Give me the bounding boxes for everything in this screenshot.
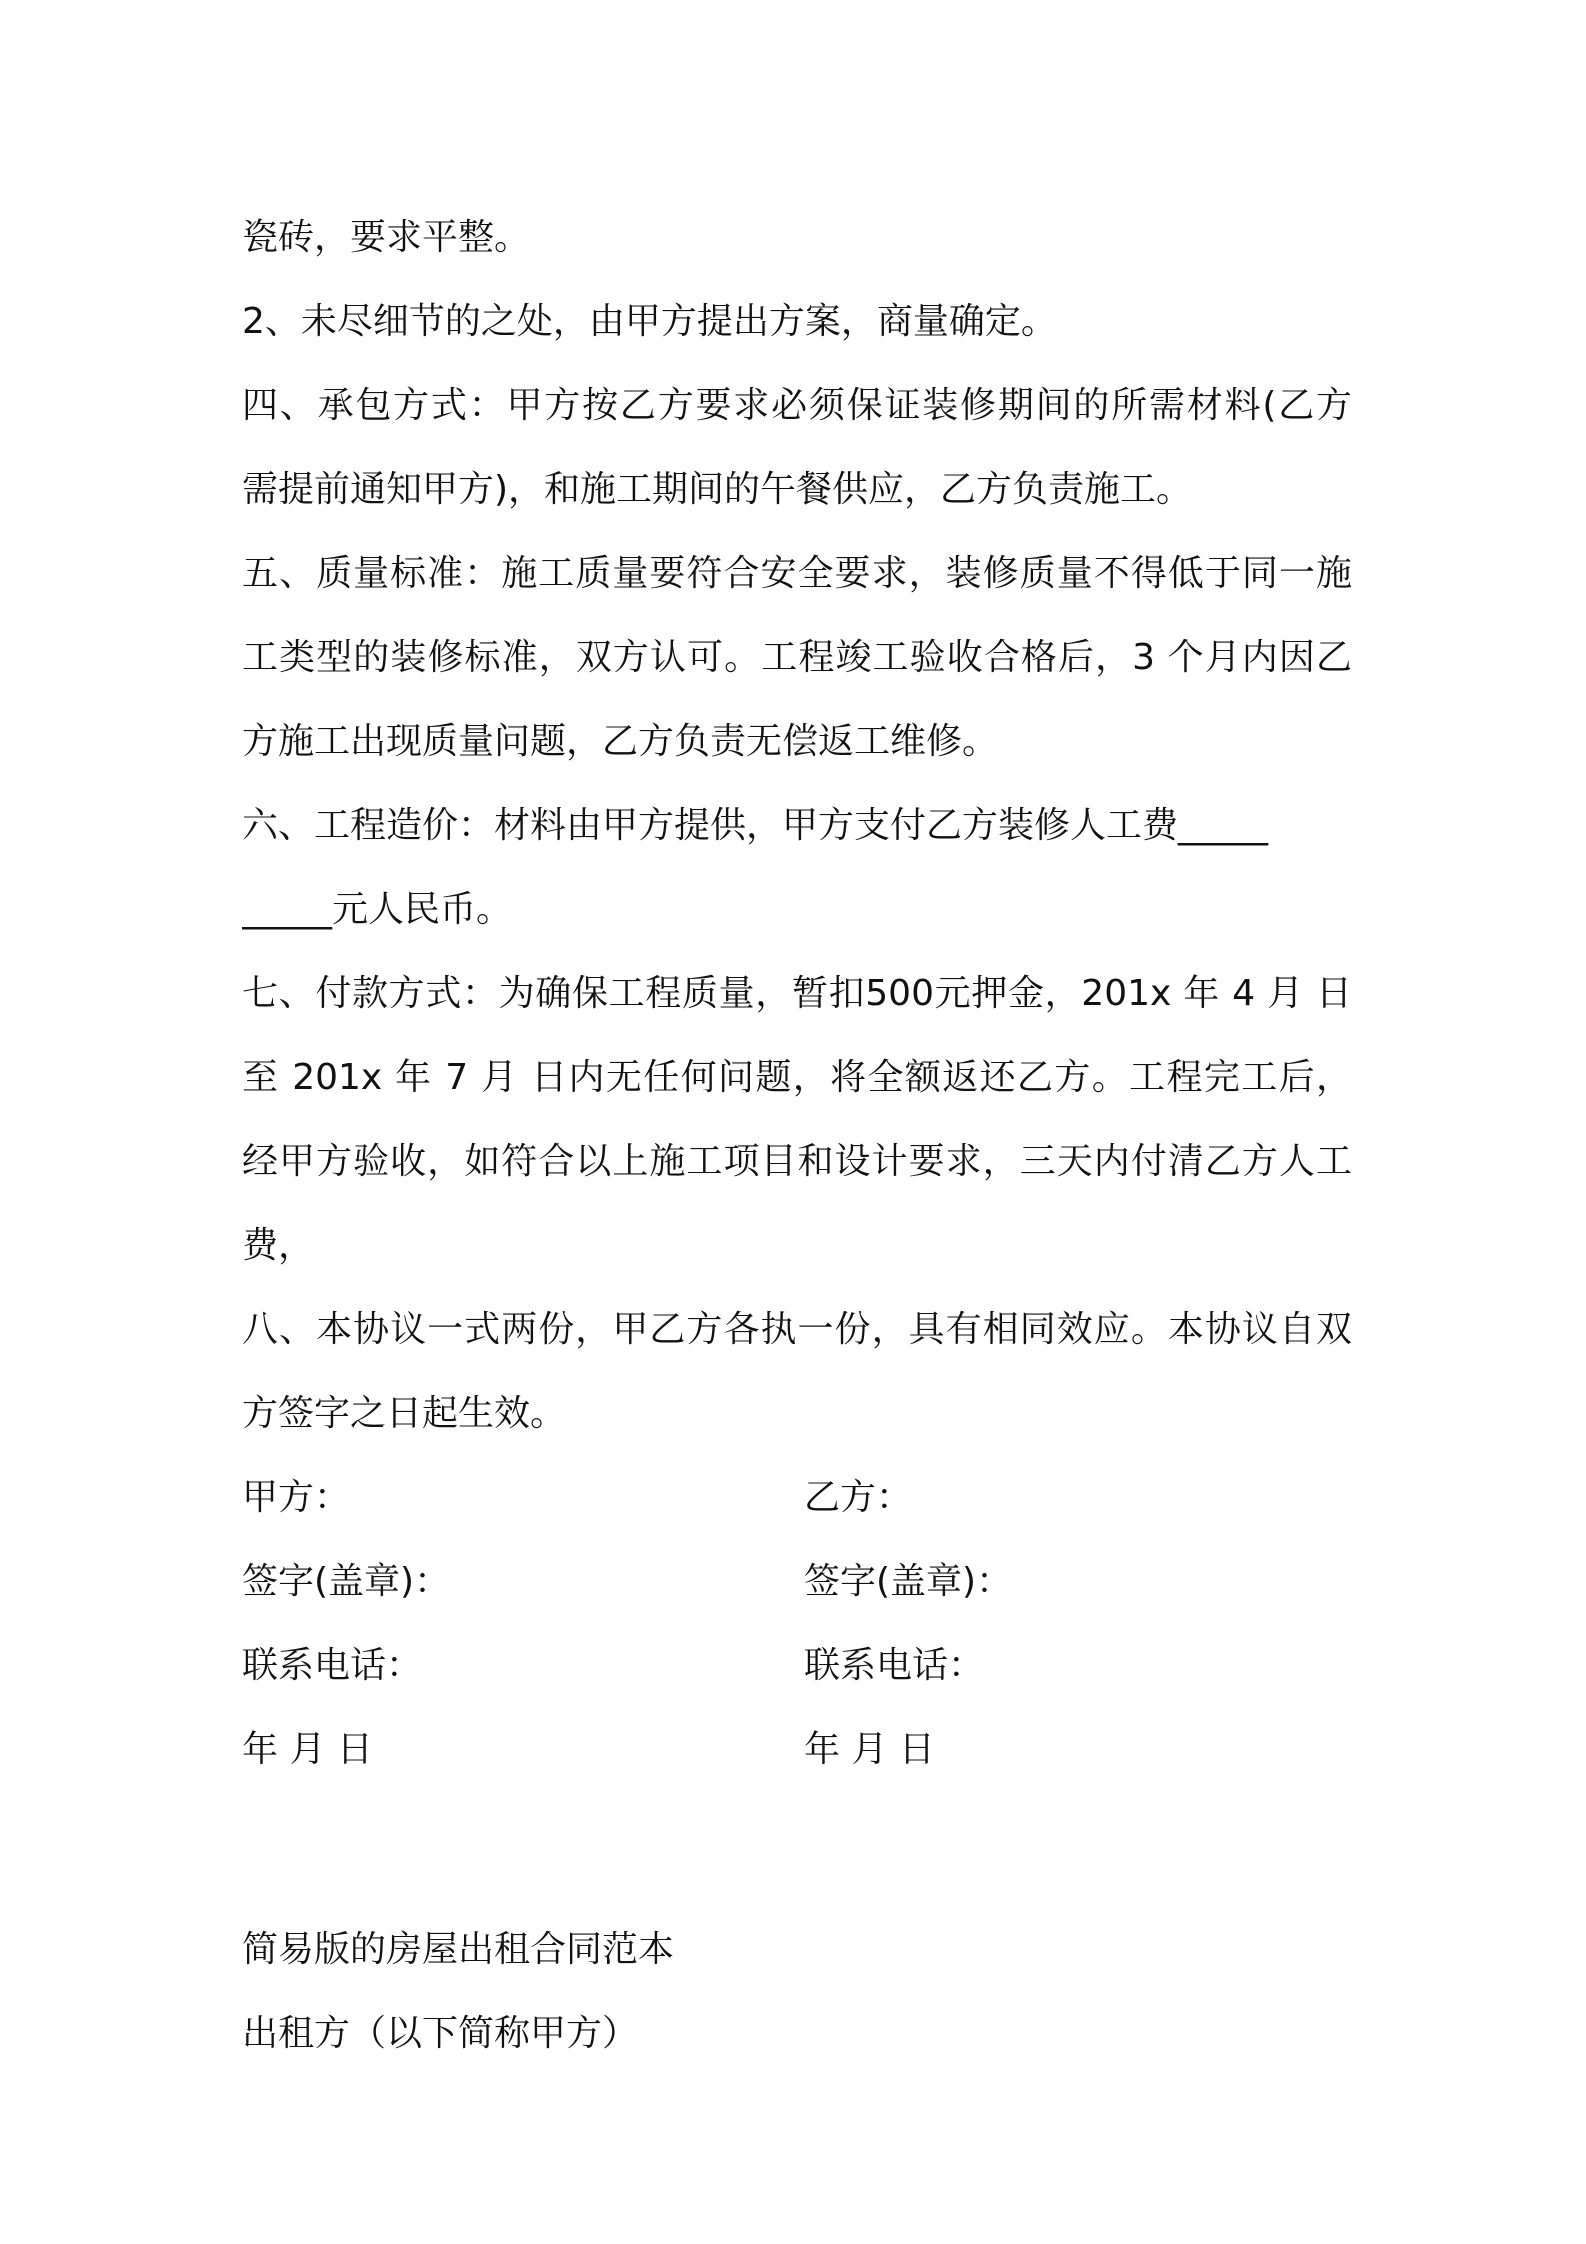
next-section-title: 简易版的房屋出租合同范本 <box>242 1929 675 1970</box>
paragraph-line: 方签字之日起生效。 <box>242 1393 567 1434</box>
party-b-label: 乙方： <box>804 1477 913 1518</box>
party-a-date: 年 月 日 <box>242 1729 373 1770</box>
paragraph-line: 经甲方验收，如符合以上施工项目和设计要求，三天内付清乙方人工 <box>242 1141 1352 1182</box>
party-b-signature: 签字(盖章)： <box>804 1561 1013 1602</box>
next-section-line: 出租方（以下简称甲方） <box>242 2013 639 2054</box>
party-a-phone: 联系电话： <box>242 1645 423 1686</box>
paragraph-line: 2、未尽细节的之处，由甲方提出方案，商量确定。 <box>242 301 1057 342</box>
party-b-phone: 联系电话： <box>804 1645 985 1686</box>
paragraph-line: 费， <box>242 1225 315 1266</box>
paragraph-line: 八、本协议一式两份，甲乙方各执一份，具有相同效应。本协议自双 <box>242 1309 1352 1350</box>
party-b-date: 年 月 日 <box>804 1729 935 1770</box>
signature-row <box>242 1624 1352 1708</box>
paragraph-line: 至 201x 年 7 月 日内无任何问题，将全额返还乙方。工程完工后， <box>242 1057 1352 1098</box>
paragraph-line: 需提前通知甲方)，和施工期间的午餐供应，乙方负责施工。 <box>242 469 1193 510</box>
paragraph-line: 七、付款方式：为确保工程质量，暂扣500元押金，201x 年 4 月 日 <box>242 973 1352 1014</box>
document-content <box>242 196 1352 2076</box>
paragraph-line: 五、质量标准：施工质量要符合安全要求，装修质量不得低于同一施 <box>242 553 1352 594</box>
signature-row <box>242 1540 1352 1624</box>
paragraph-line: 瓷砖，要求平整。 <box>242 217 531 258</box>
paragraph-line: 四、承包方式：甲方按乙方要求必须保证装修期间的所需材料(乙方 <box>242 385 1352 426</box>
signature-row <box>242 1708 1352 1792</box>
party-a-signature: 签字(盖章)： <box>242 1561 451 1602</box>
paragraph-line: 方施工出现质量问题，乙方负责无偿返工维修。 <box>242 721 999 762</box>
party-a-label: 甲方： <box>242 1477 351 1518</box>
signature-row <box>242 1456 1352 1540</box>
paragraph-line: 六、工程造价：材料由甲方提供，甲方支付乙方装修人工费_____ <box>242 805 1269 846</box>
section-spacer <box>242 1792 1352 1908</box>
paragraph-line: 工类型的装修标准，双方认可。工程竣工验收合格后，3 个月内因乙 <box>242 637 1352 678</box>
paragraph-line: _____元人民币。 <box>242 889 513 930</box>
